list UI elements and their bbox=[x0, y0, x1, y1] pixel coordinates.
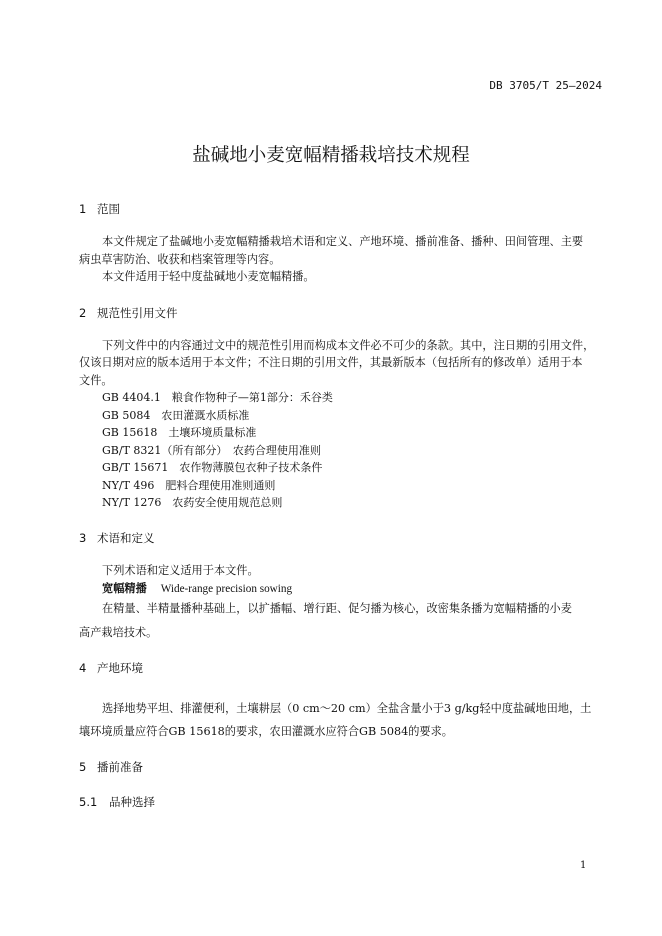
section-title: 范围 bbox=[97, 202, 120, 216]
reference-item: NY/T 1276 农药安全使用规范总则 bbox=[102, 496, 283, 509]
section-number: 2 bbox=[79, 306, 87, 320]
paragraph-line: 本文件适用于轻中度盐碱地小麦宽幅精播。 bbox=[102, 270, 315, 283]
term-entry bbox=[102, 579, 292, 599]
section-number: 1 bbox=[79, 202, 87, 216]
paragraph-line: 仅该日期对应的版本适用于本文件；不注日期的引用文件，其最新版本（包括所有的修改单）适用于本 bbox=[79, 356, 583, 369]
subsection-heading-5-1 bbox=[79, 794, 155, 810]
reference-item: GB/T 8321（所有部分） 农药合理使用准则 bbox=[102, 444, 321, 457]
section-number: 4 bbox=[79, 661, 87, 675]
section-heading-5 bbox=[79, 759, 143, 775]
paragraph-line: 选择地势平坦、排灌便利，土壤耕层（0 cm～20 cm）全盐含量小于3 g/kg轻中度盐碱地田地，土 bbox=[102, 702, 592, 715]
page-title: 盐碱地小麦宽幅精播栽培技术规程 bbox=[192, 145, 470, 166]
reference-item: GB 5084 农田灌溉水质标准 bbox=[102, 409, 250, 422]
paragraph-line: 病虫草害防治、收获和档案管理等内容。 bbox=[79, 253, 281, 266]
document-number: DB 3705/T 25—2024 bbox=[489, 79, 602, 92]
section-title: 规范性引用文件 bbox=[97, 306, 178, 320]
section-title: 术语和定义 bbox=[97, 531, 155, 545]
reference-item: GB 4404.1 粮食作物种子—第1部分：禾谷类 bbox=[102, 391, 333, 404]
reference-item: NY/T 496 肥料合理使用准则通则 bbox=[102, 479, 276, 492]
paragraph-line: 下列术语和定义适用于本文件。 bbox=[102, 564, 259, 577]
section-heading-4 bbox=[79, 660, 143, 676]
definition-line: 高产栽培技术。 bbox=[79, 626, 158, 639]
section-heading-2 bbox=[79, 305, 178, 321]
definition-line: 在精量、半精量播种基础上，以扩播幅、增行距、促匀播为核心，改密集条播为宽幅精播的小麦 bbox=[102, 602, 572, 615]
paragraph-line: 下列文件中的内容通过文中的规范性引用而构成本文件必不可少的条款。其中，注日期的引用文件， bbox=[102, 339, 595, 352]
paragraph-line: 壤环境质量应符合GB 15618的要求，农田灌溉水应符合GB 5084的要求。 bbox=[79, 725, 453, 738]
section-heading-3 bbox=[79, 530, 155, 546]
section-heading-1 bbox=[79, 201, 120, 217]
term-english: Wide-range precision sowing bbox=[160, 583, 293, 595]
section-number: 5 bbox=[79, 760, 87, 774]
section-number: 3 bbox=[79, 531, 87, 545]
section-number: 5.1 bbox=[79, 795, 98, 809]
section-title: 播前准备 bbox=[97, 760, 143, 774]
term-chinese: 宽幅精播 bbox=[102, 582, 147, 595]
paragraph-line: 本文件规定了盐碱地小麦宽幅精播栽培术语和定义、产地环境、播前准备、播种、田间管理、主要 bbox=[102, 235, 584, 248]
reference-item: GB/T 15671 农作物薄膜包衣种子技术条件 bbox=[102, 461, 323, 474]
reference-item: GB 15618 土壤环境质量标准 bbox=[102, 426, 257, 439]
section-title: 产地环境 bbox=[97, 661, 143, 675]
page-number: 1 bbox=[580, 860, 587, 871]
section-title: 品种选择 bbox=[109, 795, 155, 809]
paragraph-line: 文件。 bbox=[79, 374, 113, 387]
